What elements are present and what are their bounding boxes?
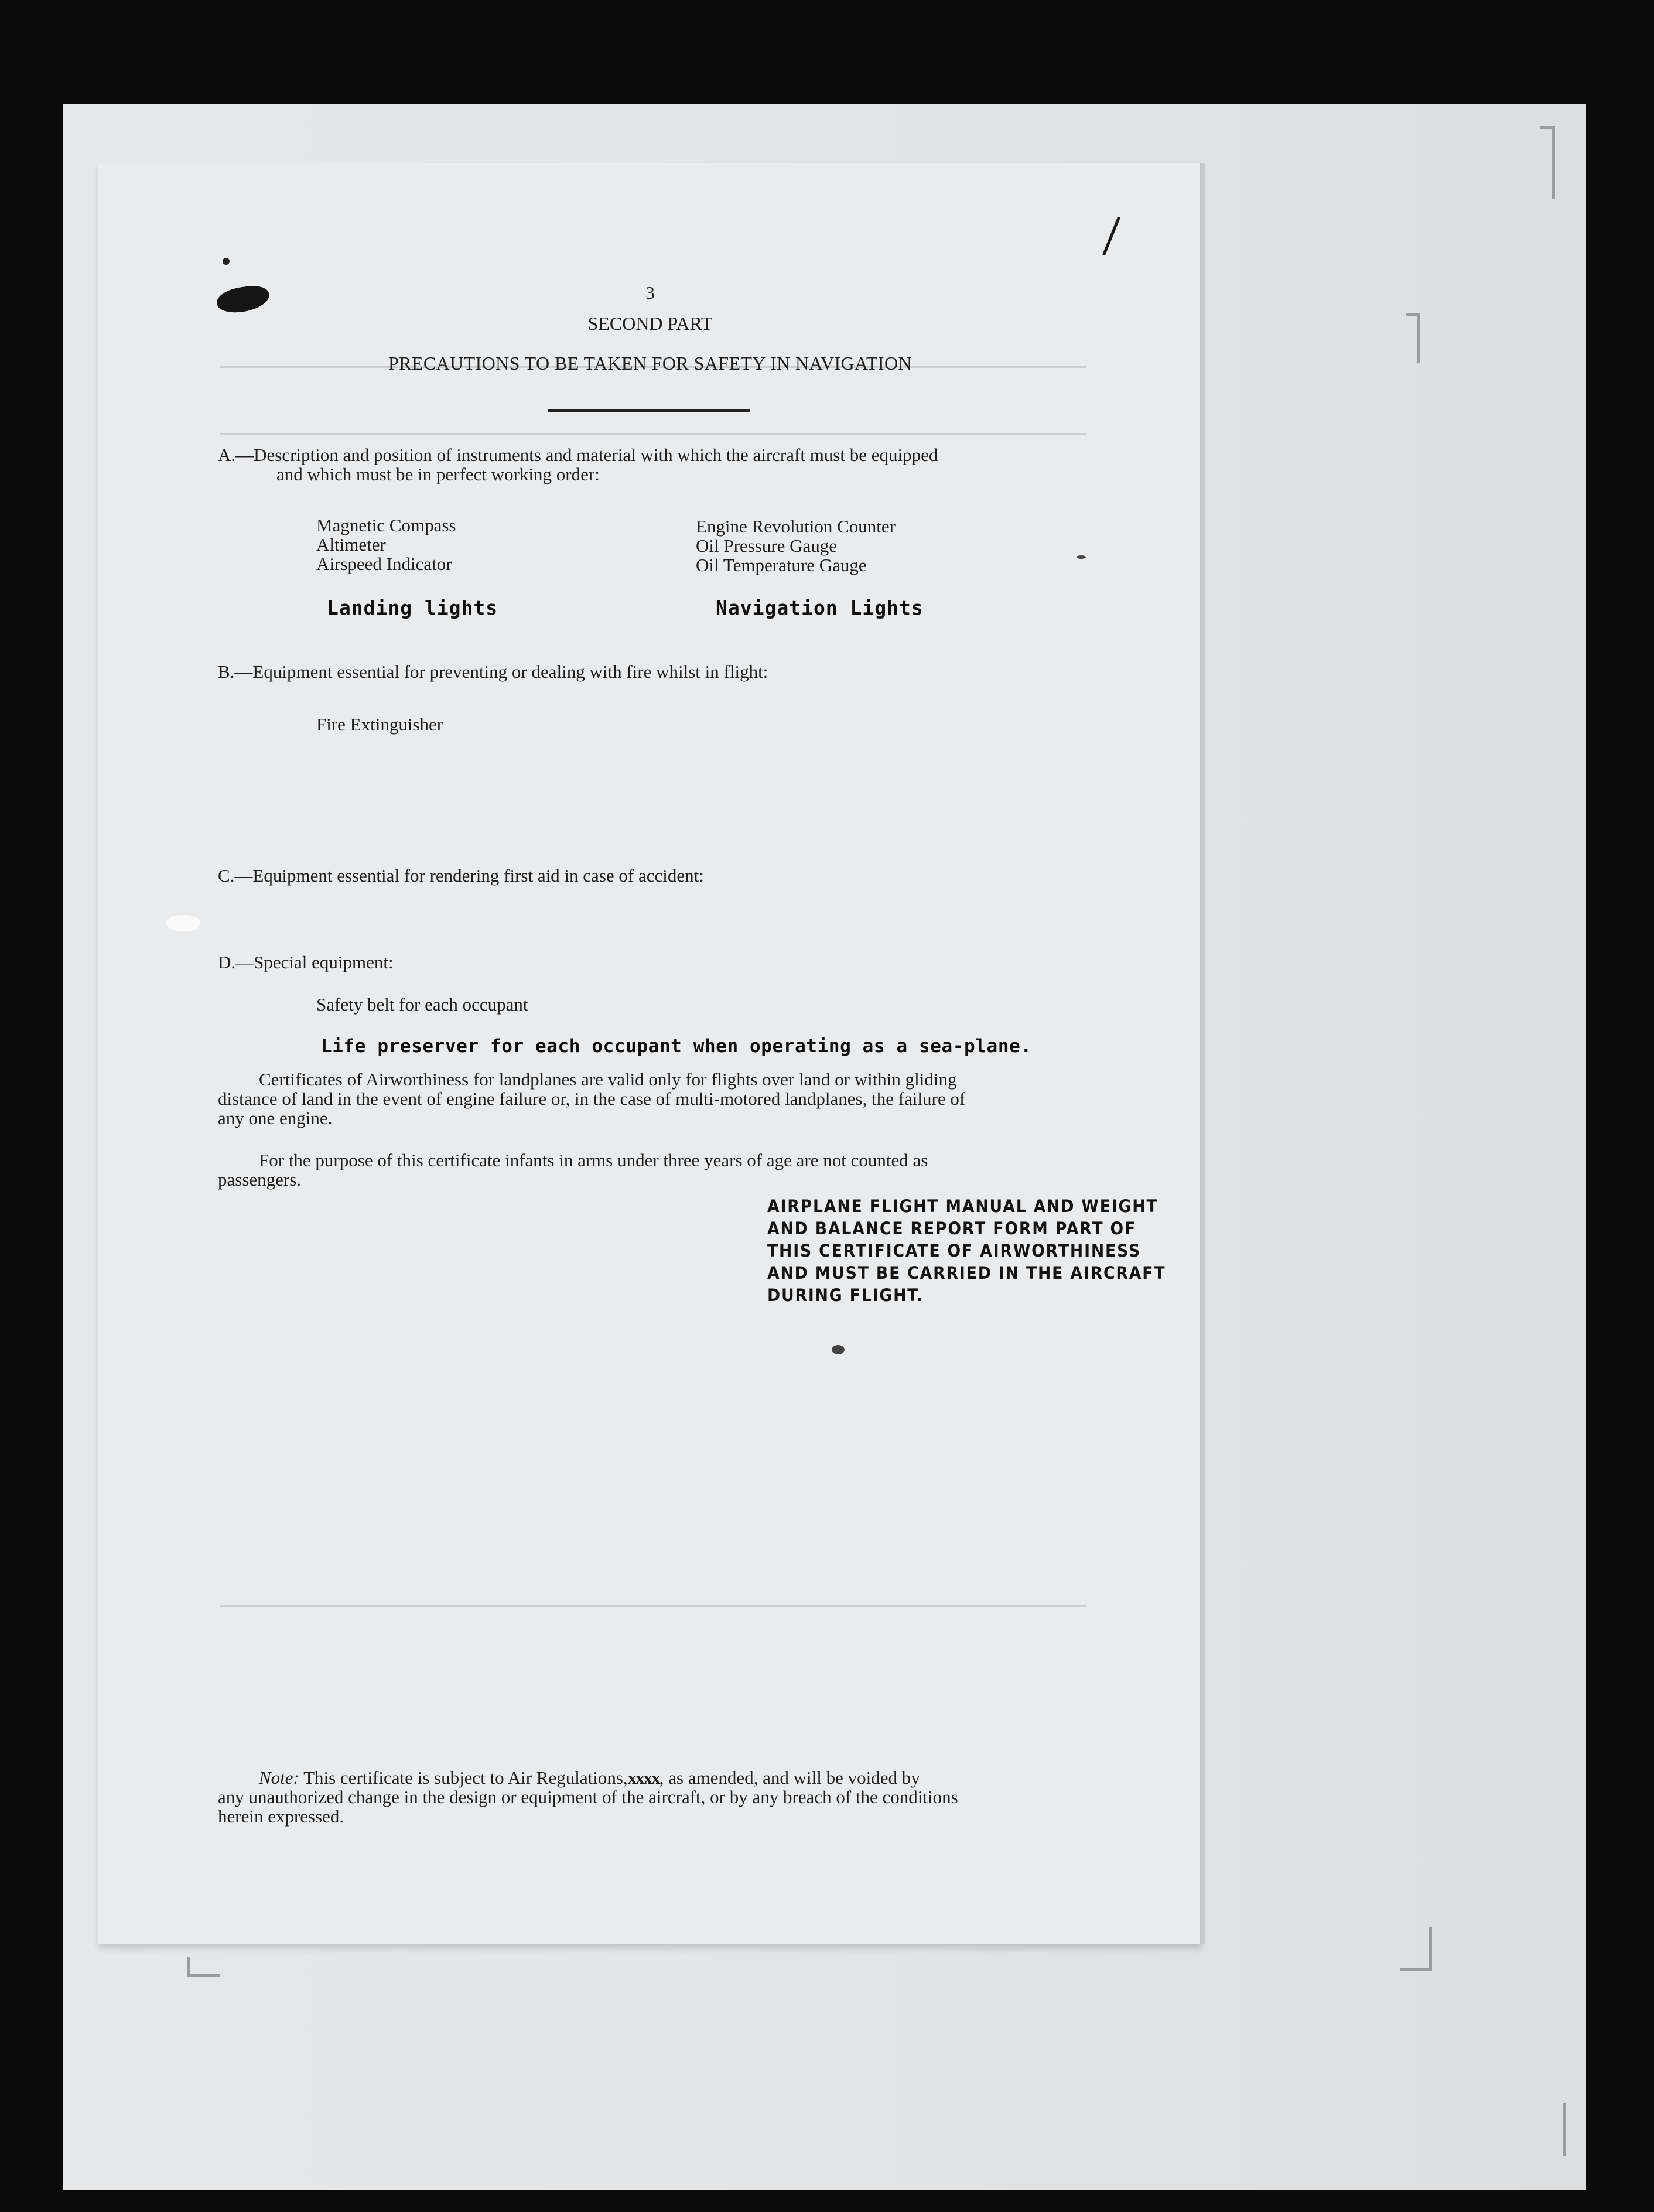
list-item: Altimeter	[316, 534, 386, 555]
note-text-b: , as amended, and will be voided by	[659, 1767, 920, 1788]
validity-line-1: Certificates of Airworthiness for landplanes are valid only for flights over land or within gliding	[259, 1069, 957, 1090]
crop-mark	[1563, 2103, 1566, 2156]
note-line-1	[218, 1768, 1087, 1787]
section-a-line-2: and which must be in perfect working order:	[276, 464, 600, 484]
validity-line-3: any one engine.	[218, 1108, 333, 1128]
section-a-left-list	[316, 516, 644, 574]
crop-mark	[1406, 313, 1420, 363]
validity-line-2: distance of land in the event of engine failure or, in the case of multi-motored landplanes, the failure of	[218, 1088, 966, 1109]
section-a-right-list	[696, 517, 1071, 575]
stamp-life-preserver: Life preserver for each occupant when operating as a sea-plane.	[321, 1036, 1032, 1057]
list-item: Magnetic Compass	[316, 515, 456, 535]
bleed-through-line	[220, 1605, 1086, 1607]
page-number: 3	[645, 282, 655, 303]
stamp-line: THIS CERTIFICATE OF AIRWORTHINESS	[767, 1241, 1141, 1261]
note-label: Note:	[259, 1767, 299, 1788]
stamp-line: AND BALANCE REPORT FORM PART OF	[767, 1218, 1137, 1238]
infants-line-2: passengers.	[218, 1169, 302, 1190]
crop-mark	[1540, 126, 1555, 199]
section-d-text: D.—Special equipment:	[218, 952, 394, 972]
note-paragraph	[218, 1768, 1087, 1826]
list-item: Airspeed Indicator	[316, 554, 452, 574]
section-a-text	[218, 445, 1087, 484]
list-item: Engine Revolution Counter	[696, 516, 896, 537]
part-title: SECOND PART	[587, 313, 713, 334]
stamp-line: DURING FLIGHT.	[767, 1285, 924, 1305]
correction-mark	[166, 915, 200, 931]
stamp-landing-lights: Landing lights	[327, 596, 498, 619]
list-item: Oil Pressure Gauge	[696, 535, 838, 556]
note-line-3: herein expressed.	[218, 1806, 344, 1827]
crop-mark	[187, 1957, 220, 1977]
bleed-through-line	[220, 433, 1086, 435]
stamp-line: AND MUST BE CARRIED IN THE AIRCRAFT	[767, 1263, 1166, 1283]
note-line-2: any unauthorized change in the design or equipment of the aircraft, or by any breach of the conditions	[218, 1787, 958, 1807]
flight-manual-stamp	[767, 1195, 1166, 1306]
scan-speck	[1077, 555, 1086, 559]
section-a-line-1: A.—Description and position of instruments and material with which the aircraft must be equipped	[218, 445, 938, 465]
list-item: Oil Temperature Gauge	[696, 555, 867, 575]
title-underline	[548, 409, 750, 412]
overstruck-number: xxxx	[627, 1767, 659, 1788]
section-d-item: Safety belt for each occupant	[316, 994, 528, 1015]
infants-line-1: For the purpose of this certificate infants in arms under three years of age are not counted as	[259, 1150, 928, 1170]
note-text-a: This certificate is subject to Air Regulations,	[299, 1767, 628, 1788]
infants-paragraph	[218, 1151, 1087, 1189]
ink-dot	[223, 258, 230, 265]
main-title: PRECAUTIONS TO BE TAKEN FOR SAFETY IN NAVIGATION	[388, 353, 913, 374]
crop-mark	[1400, 1927, 1432, 1971]
section-b-item: Fire Extinguisher	[316, 714, 443, 735]
validity-paragraph	[218, 1070, 1087, 1128]
stamp-line: AIRPLANE FLIGHT MANUAL AND WEIGHT	[767, 1196, 1159, 1216]
scan-speck	[832, 1345, 845, 1354]
section-c-text: C.—Equipment essential for rendering first aid in case of accident:	[218, 865, 704, 886]
section-b-text: B.—Equipment essential for preventing or dealing with fire whilst in flight:	[218, 661, 768, 682]
stamp-navigation-lights: Navigation Lights	[716, 596, 924, 619]
